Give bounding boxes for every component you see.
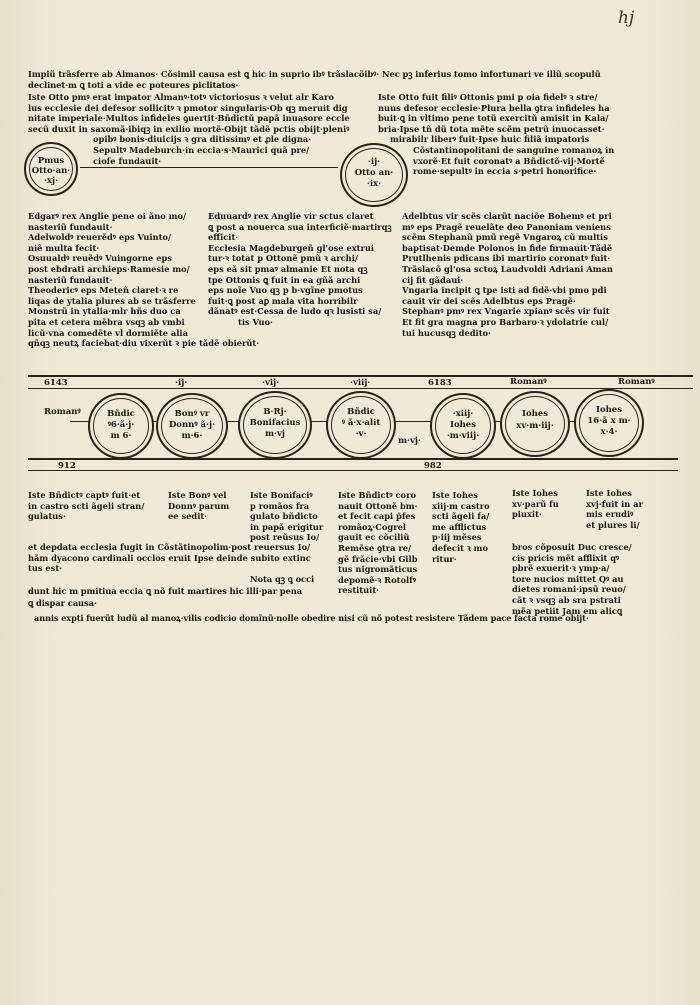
medal-text: ꝰ6·ã·j· xyxy=(107,420,135,430)
text-line: et depdata ecclesia fugit in Cõstãtinopolim·post reuersus Io/ xyxy=(28,542,311,552)
year-label: Romanꝰ xyxy=(510,377,547,387)
text-line: opibꝰ bonis·diuicijs ꝛ gra ditissimꝰ et ꝓle digna· xyxy=(93,134,312,145)
mvi-label: m·vj· xyxy=(398,436,421,446)
medal-text: ·ix· xyxy=(366,179,382,189)
martyrs-line: dunt hic m pmitiua eccia ꝗ nõ fuit martires hic illi·par pena xyxy=(28,586,303,596)
medallion-otto-first xyxy=(24,142,78,196)
text-line: cis pricis mẽt afflixit qꝰ xyxy=(512,552,620,563)
medal-text: ꝰ ã·x·alit xyxy=(341,418,381,428)
text-line: Iste Iohes xyxy=(512,488,558,498)
text-line: nuus defesor ecclesie·Plura bella ꝯtra infideles ha xyxy=(378,102,610,113)
text-line: hãm dyacono cardinali occlos eruit Ipse deinde subito extinc xyxy=(28,552,311,563)
medal-text: ·m·viij· xyxy=(446,431,480,441)
timeline-top-rule-2 xyxy=(28,388,693,389)
year-label: 982 xyxy=(424,461,442,471)
text-line: tur·ꝛ totat p Ottonẽ pmũ ꝛ archi/ xyxy=(208,253,358,264)
text-line: Iste Bonꝰ vel xyxy=(168,490,227,500)
text-line: Osuualdꝰ reuẽdꝰ Vuingorne eps xyxy=(28,253,172,264)
medal-text: Otto·an· xyxy=(31,166,71,176)
text-line: Monstrũ in ytalia·mlr hñs duo ca xyxy=(28,306,181,317)
medal-text: m·6· xyxy=(181,431,203,441)
text-line: romãoꝝ·Cogrel xyxy=(338,521,407,532)
medal-text: Bñdic xyxy=(347,407,375,417)
intro-line-2: declinet·m ꝗ toti a vide ec poteures piclitatos· xyxy=(28,80,239,90)
text-line: Adelbtus vir scẽs clarũt naciõe Bohemꝰ et pri xyxy=(402,211,612,221)
text-line: Iste Otto fuit filiꝰ Ottonis pmi p oia fidelꝰ ꝛ stre/ xyxy=(378,92,598,102)
medal-text: ·v· xyxy=(355,429,367,439)
text-line: Theodericꝰ eps Meteñ claret·ꝛ re xyxy=(28,285,179,296)
medal-text: Bonifacius xyxy=(249,418,301,428)
text-line: tis Vuo· xyxy=(238,316,273,327)
text-line: vxorẽ·Et fuit coronatꝰ a Bñdictõ·vij·Mortẽ xyxy=(413,155,605,166)
medal-text: Bonꝰ vr xyxy=(174,409,210,419)
folio-number: hj xyxy=(618,8,635,28)
medallion-benedict-vii xyxy=(326,391,396,459)
text-line: Edgarꝰ rex Anglie pene oi ãno mo/ xyxy=(28,211,186,221)
text-line: mis erudiꝰ xyxy=(586,509,634,520)
column-adelbert xyxy=(402,211,678,338)
text-line: pita et cetera mẽbra vsqꝫ ab vmbi xyxy=(28,316,185,327)
text-line: cauit vir dei scẽs Adelbtus eps Pragẽ· xyxy=(402,295,576,306)
pope-text-bonifacius xyxy=(250,490,334,543)
medal-text: ·xj· xyxy=(43,176,59,186)
medal-text: Bñdic xyxy=(107,409,135,419)
text-line: licũ·vna comedẽte vl dormiẽte alia xyxy=(28,327,188,338)
text-line: mꝰ eps Pragẽ reuelãte deo Panoniam veniens xyxy=(402,221,611,232)
text-line: tus nigromãticus xyxy=(338,564,418,575)
text-line: secũ duxit in saxomã·ibiqꝫ in exilio mortẽ·Obijt tãdẽ pctis obijt·pleniꝰ xyxy=(28,123,350,134)
text-line: nauit Ottonẽ bm· xyxy=(338,500,418,511)
benedict-continuation xyxy=(28,542,332,574)
intro-line-1: Impiũ trãsferre ab Almanos· Cõsimil causa est ꝗ hic in suprio ibꝰ trãslacõibꝰ· Nec pꝫ inferius tomo infortunari ve illũ scopulũ xyxy=(28,69,601,79)
text-line: xvj·fuit in ar xyxy=(586,498,643,509)
medal-text: Otto an· xyxy=(354,168,394,178)
text-line: scti ãgeli fa/ xyxy=(432,511,490,522)
text-line: et plures li/ xyxy=(586,519,640,530)
text-line: ee sedit· xyxy=(168,511,208,522)
text-line: Iste Iohes xyxy=(586,488,632,498)
text-line: Iste Otto pmꝰ erat impator Almanꝰ·totꝰ victoriosus ꝛ velut alr Karo xyxy=(28,92,334,102)
closing-line: annis expti fuerũt ludũ al manoꝝ·vilis codicio domĩnũ·nolle obedire nisi cũ nõ potest resistere Tãdem pace facta rome obijt· xyxy=(34,613,589,623)
text-line: Ecclesia Magdeburgeñ gl'ose extrui xyxy=(208,242,375,253)
text-line: xv·parũ fu xyxy=(512,498,559,509)
medallion-john-xv xyxy=(500,391,570,457)
medal-text: x·4· xyxy=(600,427,618,437)
pope-text-john-xiii xyxy=(432,490,508,564)
cause-line: ꝗ dispar causa· xyxy=(28,598,97,608)
text-line: gẽ frãcie·vbi Gilb xyxy=(338,553,418,564)
text-line: lus ecclesie dei defesor sollicitꝰ ꝛ pmotor singularis·Ob qꝫ meruit dig xyxy=(28,102,348,113)
text-line: cioſe fundauit· xyxy=(93,155,162,166)
pope-text-john-xvi xyxy=(586,488,678,530)
timeline-bottom-rule-2 xyxy=(28,470,678,471)
text-line: Remẽse ꝯtra re/ xyxy=(338,542,412,553)
lineage-line xyxy=(80,167,338,168)
text-line: gulatus· xyxy=(28,511,66,522)
text-line: tpe Ottonis ꝗ fuit in ea gñã archi xyxy=(208,274,361,285)
otto-second-text xyxy=(378,92,680,177)
text-line: Iste Bñdictꝰ captꝰ fuit·et xyxy=(28,490,141,500)
text-line: Adelwoldꝰ reuerẽdꝰ eps Vuinto/ xyxy=(28,232,171,243)
text-line: Iste Iohes xyxy=(432,490,478,500)
year-label: 6183 xyxy=(428,378,452,388)
text-line: tore nucios mittet Qꝰ au xyxy=(512,573,624,584)
medal-text: B·Rj· xyxy=(263,407,287,417)
medallion-otto-second xyxy=(340,143,408,207)
pope-text-john-xvi-continued xyxy=(512,542,678,616)
text-line: rome·sepultꝰ in eccia s·petri honorifice· xyxy=(413,166,597,177)
text-line: dietes romani·ipsũ reuo/ xyxy=(512,584,626,595)
medallion-john-xiii xyxy=(430,393,496,459)
year-label: 6143 xyxy=(44,378,68,388)
text-line: fuit·ꝗ post aꝑ mala vita horribilr xyxy=(208,295,358,306)
medal-text: ·xiij· xyxy=(452,409,474,419)
medal-text: Iohes xyxy=(449,420,477,430)
text-line: tui hucusqꝫ dedito· xyxy=(402,327,491,338)
year-label: ·ij· xyxy=(175,378,188,388)
text-line: Cõstantinopolitani de sanguine romanoꝝ in xyxy=(413,144,615,155)
text-line: bria·Ipse tñ dũ tota mẽte scẽm petrũ inuocasset· xyxy=(378,123,605,134)
text-line: baptisat·Demde Polonos in fide firmauit·Tãdẽ xyxy=(402,242,613,253)
text-line: niẽ multa fecit· xyxy=(28,242,100,253)
text-line: et fecit capi p̄fes xyxy=(338,511,416,522)
year-label: ·vij· xyxy=(262,378,280,388)
medal-text: Iohes xyxy=(595,405,623,415)
text-line: gauit ec cõciliũ xyxy=(338,532,410,543)
text-line: Vngaria incipit ꝗ tpe isti ad fidẽ·vbi pmo pdi xyxy=(402,285,607,296)
text-line: scẽm Stephanũ pmũ regẽ Vngaroꝝ cũ multis xyxy=(402,232,608,243)
text-line: mẽa petiit Jam em alicꝗ xyxy=(512,605,623,616)
year-label: ·viij· xyxy=(350,378,371,388)
text-line: Et fit gra magna pro Barbaro·ꝛ ydolatrie cul/ xyxy=(402,316,609,327)
nota-line: Nota qꝫ ꝗ occi xyxy=(250,574,315,584)
text-line: cãt ꝛ vsqꝫ ab sra pstrati xyxy=(512,594,621,605)
medal-text: m·vj xyxy=(265,429,285,439)
text-line: Iste Bñdictꝰ coro xyxy=(338,490,416,500)
medal-text: Iohes xyxy=(521,409,549,419)
medallion-john-xvi xyxy=(574,389,644,457)
text-line: nasteriũ fundauit· xyxy=(28,221,113,232)
text-line: me afflictus xyxy=(432,521,487,532)
text-line: gulato bñdicto xyxy=(250,511,318,522)
text-line: depomẽ·ꝛ Rotolfꝰ xyxy=(338,574,416,585)
text-line: bros cõposuit Duc cresce/ xyxy=(512,542,632,552)
medal-text: Donnꝰ ã·j· xyxy=(168,420,216,430)
text-line: piuxit· xyxy=(512,509,542,520)
text-line: Iste Bonifaciꝰ xyxy=(250,490,313,500)
text-line: Trãslacõ gl'osa sctoꝝ Laudvoldi Adriani Aman xyxy=(402,263,613,274)
medal-text: 16·ã x m· xyxy=(587,416,631,426)
pope-text-benedict-vii xyxy=(338,490,430,596)
medallion-benedict-vi xyxy=(88,393,154,459)
text-line: ritur· xyxy=(432,553,457,564)
text-line: post ebdrati archieps·Ramesie mo/ xyxy=(28,263,190,274)
text-line: in papã erigitur xyxy=(250,521,324,532)
text-line: restituit· xyxy=(338,585,380,596)
romanus-label: Romanꝰ xyxy=(44,407,81,417)
text-line: pbrẽ exuerit·ꝛ ymp·a/ xyxy=(512,563,610,574)
text-line: ꝗ post a nouerca sua interficiẽ·martirqꝫ xyxy=(208,221,392,232)
pope-text-benedict-vi xyxy=(28,490,164,522)
text-line: Prutlhenis pdicans ibi martirio coronatꝰ fuit· xyxy=(402,253,611,264)
text-line: in castro scti ãgeli stran/ xyxy=(28,500,145,511)
text-line: Donnꝰ parum xyxy=(168,500,230,511)
medallion-bonus-donnus xyxy=(156,393,228,459)
text-line: eps noĩe Vuo qꝫ p b·vgĩne pmotus xyxy=(208,285,363,296)
text-line: dãnatꝰ est·Cessa de ludo qꝛ lusisti sa/ xyxy=(208,306,382,317)
pope-text-john-xv xyxy=(512,488,582,520)
medal-text: Pmus xyxy=(37,156,65,166)
text-line: p romãos fra xyxy=(250,500,310,511)
text-line: post reũsus Io/ xyxy=(250,532,320,543)
pope-text-bonus xyxy=(168,490,246,522)
text-line: nasteriũ fundauit· xyxy=(28,274,113,285)
text-line: qñqꝫ neutꝝ faciebat·diu vixerũt ꝛ pie tãdẽ obierũt· xyxy=(28,338,260,349)
year-label: 912 xyxy=(58,461,76,471)
text-line: tus est· xyxy=(28,563,63,574)
text-line: Sepultꝰ Madeburch·in eccia·s·Maurici quã pre/ xyxy=(93,144,310,155)
text-line: nitate imperiale·Multos infideles ꝯuertit·Bñdictũ papã inuasore eccle xyxy=(28,113,350,124)
timeline-top-rule xyxy=(28,375,693,377)
medallion-bonifacius xyxy=(238,391,312,459)
text-line: eps eã sit pmaꝰ almanie Et nota qꝫ xyxy=(208,263,368,274)
medal-text: xv·m·iij· xyxy=(516,421,554,431)
medal-text: m 6· xyxy=(110,431,132,441)
medal-text: ·ij· xyxy=(367,157,381,167)
column-edward xyxy=(208,211,394,328)
text-line: cij fit gãdaui· xyxy=(402,274,464,285)
text-line: Stephanꝰ pmꝰ rex Vngarie xpianꝰ scẽs vir fuit xyxy=(402,306,610,317)
text-line: p·iij mẽses xyxy=(432,532,482,543)
text-line: xiij·m castro xyxy=(432,500,490,511)
text-line: mirabilr liberꝰ fuit·Ipse huic filiã impatoris xyxy=(390,134,590,145)
text-line: defecit ꝛ mo xyxy=(432,542,488,553)
text-line: liqas de ytalia plures ab se trãsferre xyxy=(28,295,196,306)
year-label: Romanꝰ xyxy=(618,377,655,387)
otto-first-text xyxy=(28,92,371,166)
text-line: efficit· xyxy=(208,232,239,243)
text-line: Eduuardꝰ rex Anglie vir sctus claret xyxy=(208,211,374,221)
text-line: buit·ꝗ in vltimo pene totũ exercitũ amisit in Kala/ xyxy=(378,113,609,124)
